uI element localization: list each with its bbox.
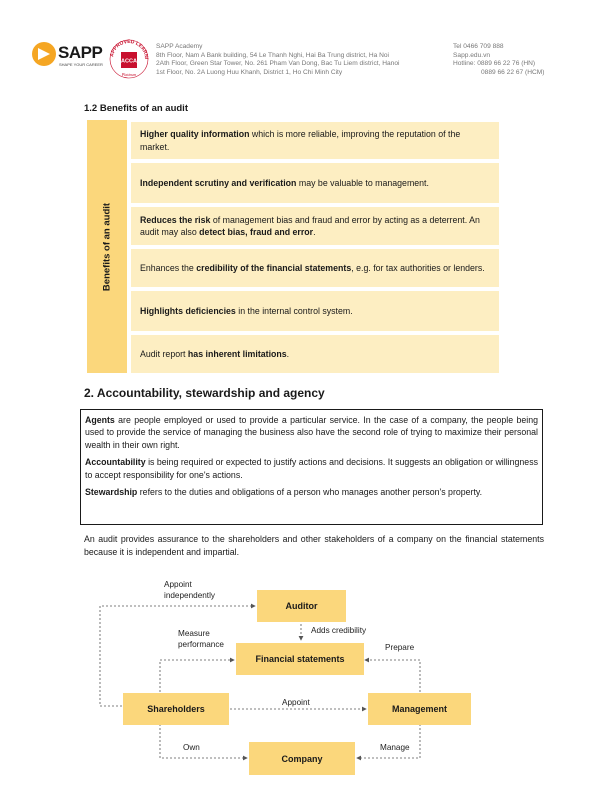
benefit-bold: detect bias, fraud and error	[199, 227, 314, 237]
acca-badge-tier: Platinum	[121, 72, 137, 77]
audit-assurance-paragraph: An audit provides assurance to the shareholders and other stakeholders of a company on the financial statements because it is independent and impartial.	[84, 534, 544, 557]
benefit-text: which is more reliable, improving the reputation of the market.	[140, 129, 461, 152]
arrow-prepare	[365, 660, 420, 692]
address-line: 1st Floor, No. 2A Luong Huu Khanh, District 1, Ho Chi Minh City	[156, 68, 343, 76]
sapp-logo-tagline: SHAPE YOUR CAREER	[59, 62, 103, 67]
benefit-bold: Highlights deficiencies	[140, 305, 236, 316]
benefit-text: Audit report	[140, 348, 188, 359]
benefit-bold: credibility of the financial statements	[196, 262, 352, 273]
definition-term: Agents	[85, 415, 115, 425]
contact-hotline-hcm: 0889 66 22 67 (HCM)	[481, 68, 545, 76]
definition-text: are people employed or used to provide a particular service. In the case of a company, the people being used to provide the service of managing the business also have the second role of trying to maximize their personal wealth in their own right.	[85, 415, 538, 450]
label-measure-performance: Measure performance	[178, 629, 224, 649]
benefits-side-label: Benefits of an audit	[101, 202, 113, 291]
node-financial-statements: Financial statements	[236, 643, 364, 675]
contact-website: Sapp.edu.vn	[453, 51, 491, 59]
label-appoint: Appoint	[282, 698, 310, 707]
acca-badge-ring-text: APPROVED LEARNI	[109, 38, 150, 60]
definition-text: refers to the duties and obligations of a person who manages another person's property.	[137, 487, 483, 498]
benefit-text: of management bias and fraud and error by acting as a deterrent. An audit may also	[140, 214, 480, 237]
node-company: Company	[249, 742, 355, 775]
sapp-logo-text: SAPP	[58, 43, 103, 62]
arrow-appoint-auditor	[100, 606, 255, 706]
node-auditor: Auditor	[257, 590, 346, 622]
address-line: 8th Floor, Nam A Bank building, 54 Le Thanh Nghi, Hai Ba Trung district, Ha Noi	[156, 51, 389, 59]
label-adds-credibility: Adds credibility	[311, 626, 367, 635]
benefit-text: Enhances the	[140, 262, 197, 273]
definition-text: is being required or expected to justify actions and decisions. It suggests an obligation or willingness to accept responsibility for one's actions.	[85, 457, 538, 480]
benefit-bold: Reduces the risk	[140, 214, 211, 225]
definition-term: Stewardship	[85, 487, 138, 498]
contact-hotline-hn: Hotline: 0889 66 22 76 (HN)	[453, 60, 536, 67]
definition-term: Accountability	[85, 457, 146, 468]
label-own: Own	[183, 743, 200, 752]
benefit-text: .	[286, 348, 290, 359]
address-line: 2Ath Floor, Green Star Tower, No. 261 Pham Van Dong, Bac Tu Liem district, Hanoi	[156, 60, 400, 67]
contact-phone: Tel 0466 709 888	[453, 43, 504, 50]
benefit-text: .	[313, 227, 316, 237]
benefit-bold: Higher quality information	[140, 129, 250, 139]
section-heading: 2. Accountability, stewardship and agency	[84, 386, 325, 400]
benefit-bold: has inherent limitations	[187, 348, 287, 359]
benefit-text: , e.g. for tax authorities or lenders.	[351, 262, 485, 273]
benefit-text: in the internal control system.	[235, 305, 353, 316]
benefits-heading: 1.2 Benefits of an audit	[84, 103, 188, 114]
node-shareholders: Shareholders	[123, 693, 229, 725]
label-manage: Manage	[380, 743, 410, 752]
benefit-bold: Independent scrutiny and verification	[140, 177, 297, 188]
acca-badge-text: ACCA	[121, 58, 137, 65]
node-management: Management	[368, 693, 471, 725]
label-appoint-independently: Appoint independently	[164, 580, 215, 600]
address-line: SAPP Academy	[156, 43, 203, 50]
arrow-own	[160, 724, 247, 758]
label-prepare: Prepare	[385, 643, 415, 652]
arrow-measure-performance	[160, 660, 234, 692]
benefit-text: may be valuable to management.	[296, 177, 429, 188]
